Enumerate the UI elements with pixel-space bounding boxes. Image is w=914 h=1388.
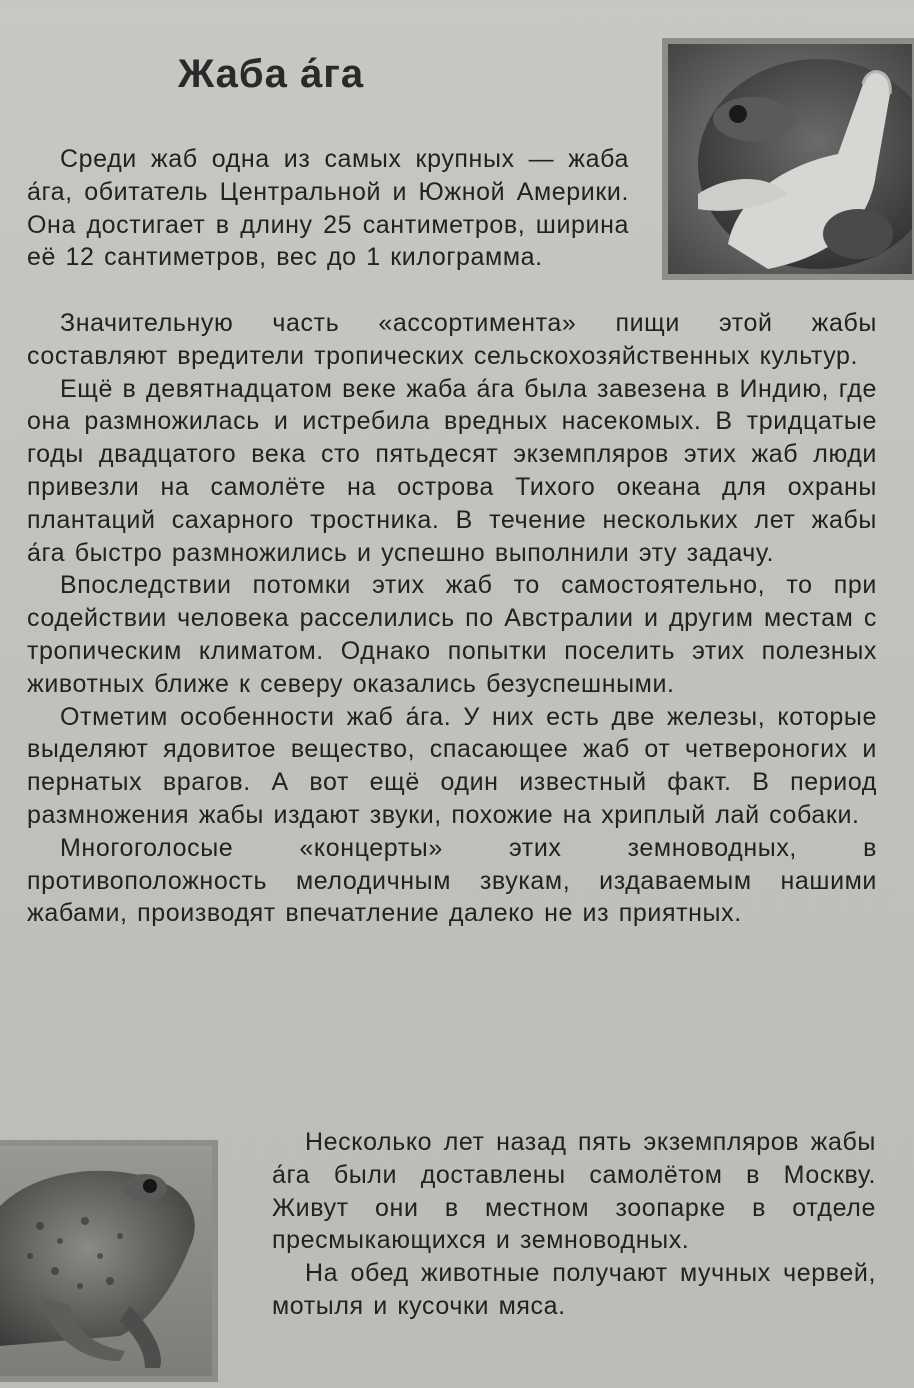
paragraph: Впоследствии потомки этих жаб то самостоятельно, то при содействии человека расселились по Австралии и другим местам с тропическим климатом. Однако попытки поселить этих полезных животных ближе к северу оказались безуспешными.	[27, 571, 877, 698]
paragraph: Несколько лет назад пять экземпляров жабы а́га были доставлены самолётом в Москву. Живут они в местном зоопарке в отделе пресмыкающихся и земноводных.	[272, 1128, 876, 1255]
toad-photo	[0, 1140, 218, 1382]
paragraph: Ещё в девятнадцатом веке жаба а́га была завезена в Индию, где она размножилась и истребила вредных насекомых. В тридцатые годы двадцатого века сто пятьдесят экземпляров этих жаб люди привезли на самолёте на острова Тихого океана для охраны плантаций сахарного тростника. В течение нескольких лет жабы а́га быстро размножились и успешно выполнили эту задачу.	[27, 374, 877, 567]
toad-in-hand-photo	[662, 38, 914, 280]
intro-text	[27, 143, 629, 274]
page-title: Жаба а́га	[178, 52, 365, 96]
paragraph: Значительную часть «ассортимента» пищи этой жабы составляют вредители тропических сельскохозяйственных культур.	[27, 309, 877, 370]
paragraph: Многоголосые «концерты» этих земноводных, в противоположность мелодичным звукам, издаваемым нашими жабами, производят впечатление далеко не из приятных.	[27, 833, 877, 928]
paragraph: Среди жаб одна из самых крупных — жаба а́га, обитатель Центральной и Южной Америки. Она достигает в длину 25 сантиметров, ширина её 12 сантиметров, вес до 1 килограмма.	[27, 145, 629, 272]
paragraph: На обед животные получают мучных червей, мотыля и кусочки мяса.	[272, 1259, 876, 1320]
closing-text	[272, 1126, 876, 1323]
paragraph: Отметим особенности жаб а́га. У них есть две железы, которые выделяют ядовитое вещество, спасающее жаб от четвероногих и пернатых врагов. А вот ещё один известный факт. В период размножения жабы издают звуки, похожие на хриплый лай собаки.	[27, 702, 877, 829]
main-text	[27, 307, 877, 930]
